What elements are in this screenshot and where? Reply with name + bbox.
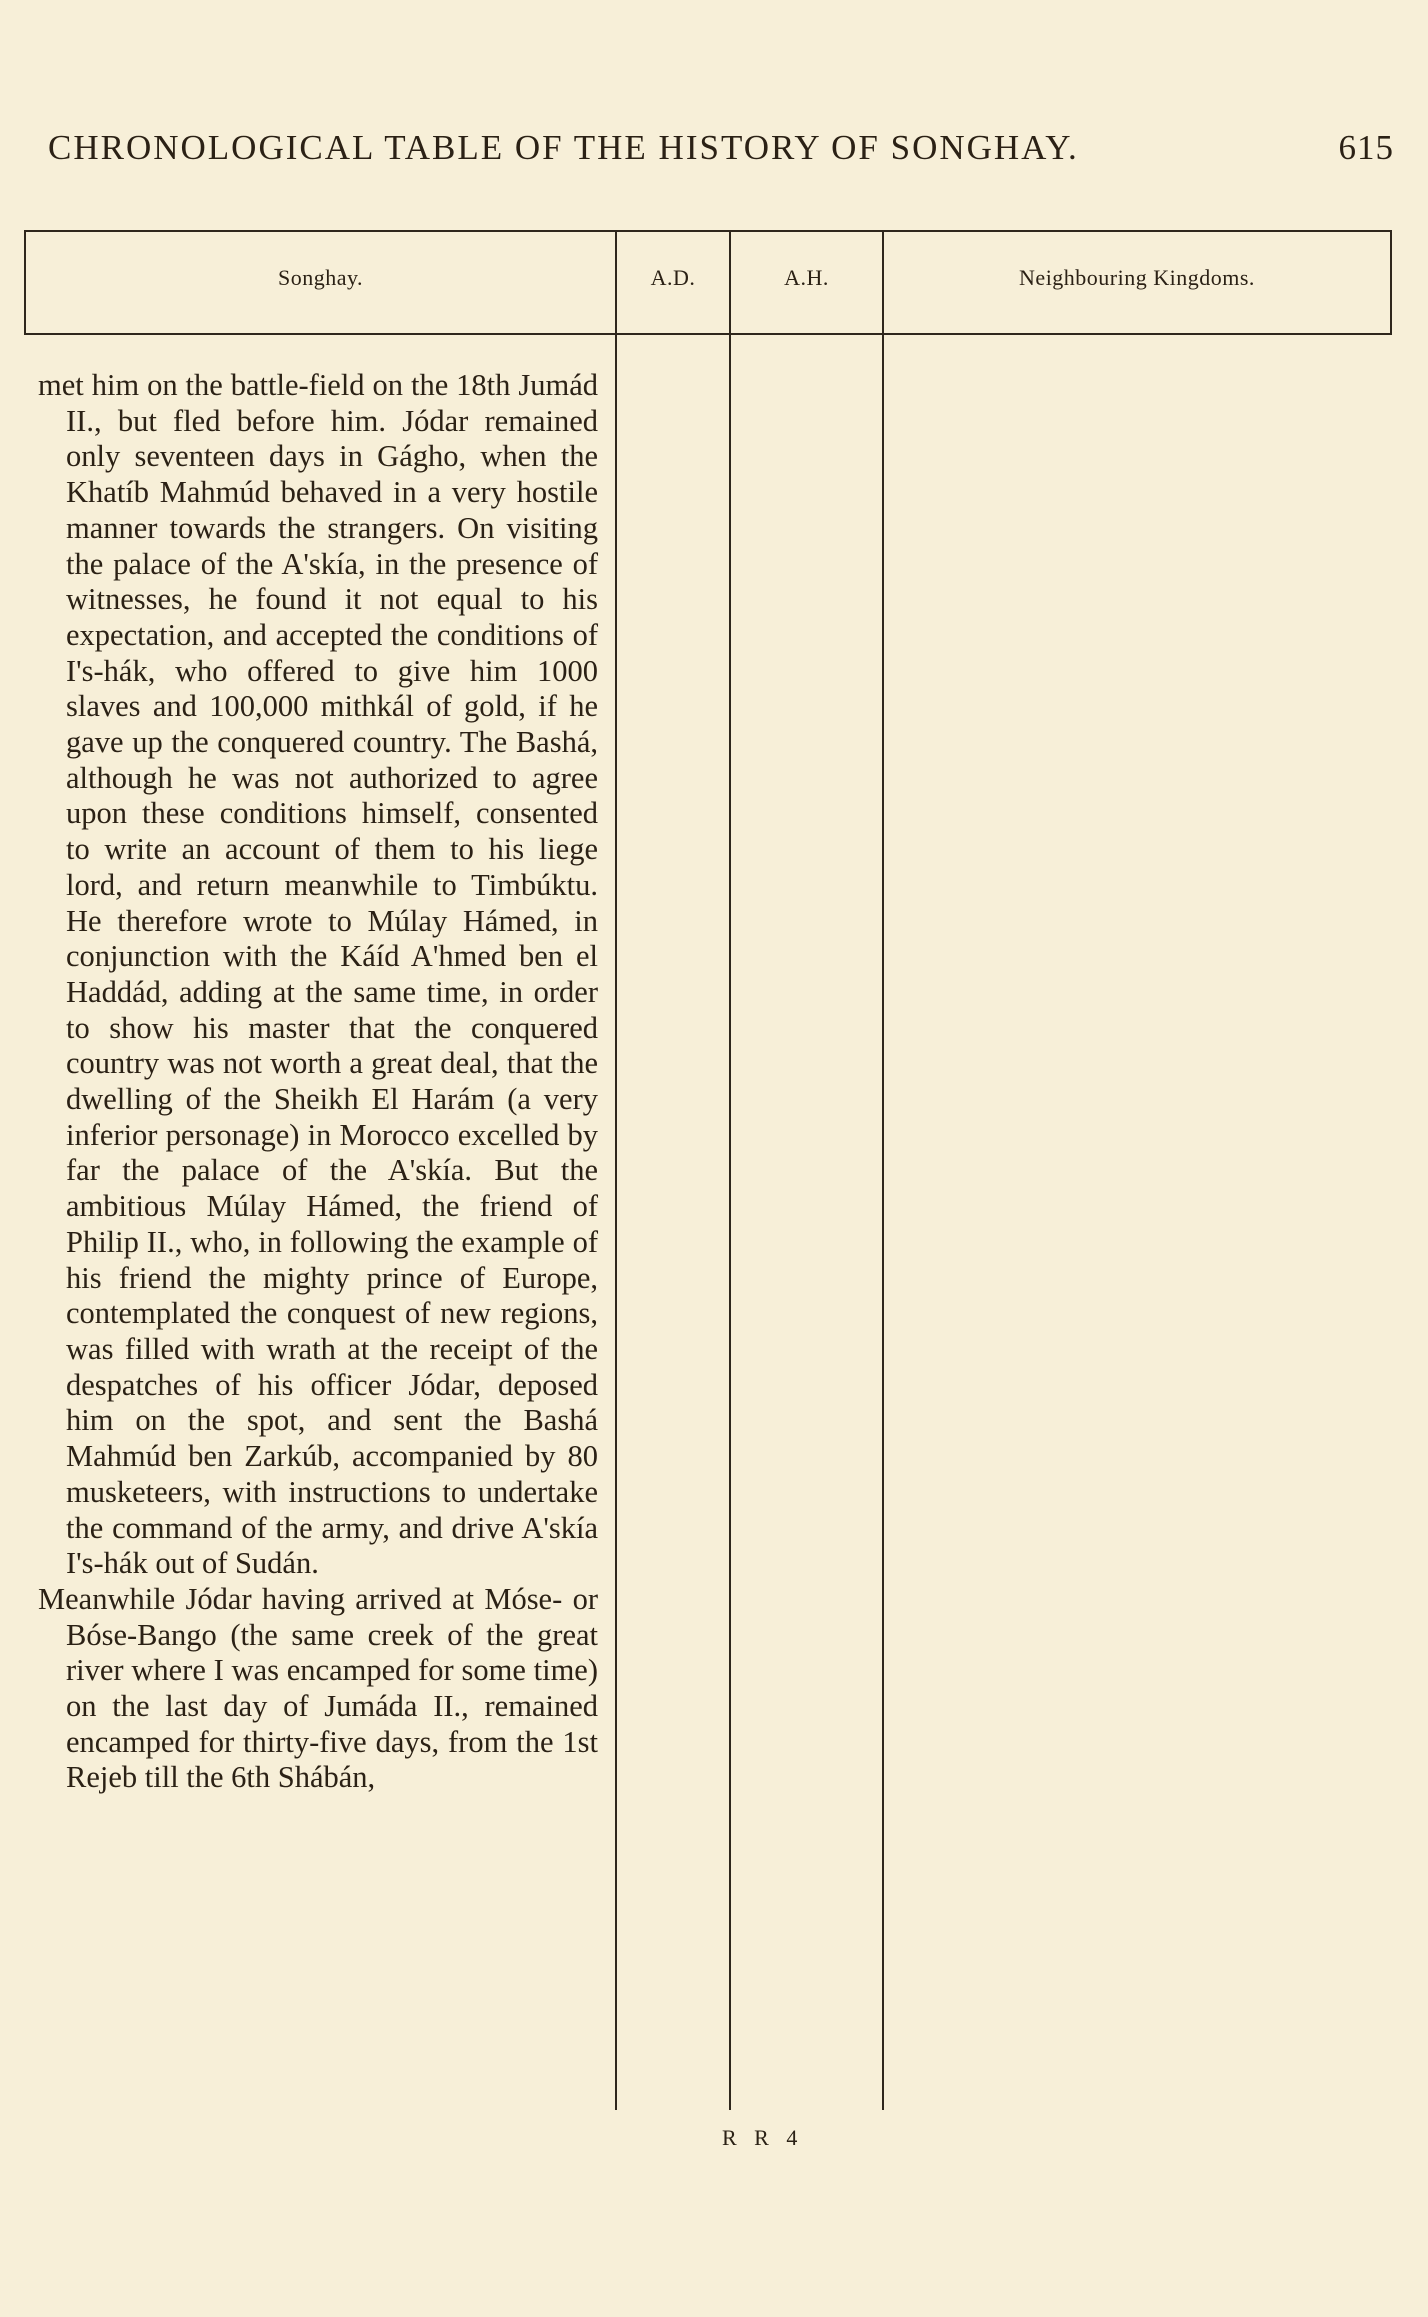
column-header-ah: A.H. — [784, 265, 829, 290]
page-number: 615 — [1338, 128, 1394, 167]
column-header-ad: A.D. — [650, 265, 696, 290]
column-header-songhay: Songhay. — [277, 265, 364, 290]
signature-mark: R R 4 — [722, 2125, 804, 2150]
body-paragraph: Meanwhile Jódar having arrived at Móse- or Bóse-Bango (the same creek of the great river where I was encamped for some time) on the last day of Jumáda II., remained encamped for thirty-five days, from the 1st Rejeb till the 6th Shábán, — [38, 1581, 598, 1795]
table-right-rule — [1390, 230, 1392, 334]
column-divider-songhay-ad — [615, 230, 617, 2110]
column-divider-ad-ah — [729, 230, 731, 2110]
table-header-rule — [24, 333, 1392, 335]
running-head — [48, 128, 1394, 182]
page-title: CHRONOLOGICAL TABLE OF THE HISTORY OF SONGHAY. — [48, 128, 1079, 167]
table-top-rule — [24, 230, 1392, 232]
songhay-column-text — [38, 368, 598, 1796]
column-header-neighbouring-kingdoms: Neighbouring Kingdoms. — [1019, 265, 1255, 290]
column-divider-ah-neighbouring — [882, 230, 884, 2110]
body-paragraph: met him on the battle-field on the 18th Jumád II., but fled before him. Jódar remained only seventeen days in Gágho, when the Khatíb Mahmúd behaved in a very hostile manner towards the strangers. On visiting the palace of the A'skía, in the presence of witnesses, he found it not equal to his expectation, and accepted the conditions of I's-hák, who offered to give him 1000 slaves and 100,000 mithkál of gold, if he gave up the conquered country. The Bashá, although he was not authorized to agree upon these conditions himself, consented to write an account of them to his liege lord, and return meanwhile to Timbúktu. He therefore wrote to Múlay Hámed, in conjunction with the Káíd A'hmed ben el Haddád, adding at the same time, in order to show his master that the conquered country was not worth a great deal, that the dwelling of the Sheikh El Harám (a very inferior personage) in Morocco excelled by far the palace of the A'skía. But the ambitious Múlay Hámed, the friend of Philip II., who, in following the example of his friend the mighty prince of Europe, contemplated the conquest of new regions, was filled with wrath at the receipt of the despatches of his officer Jódar, deposed him on the spot, and sent the Bashá Mahmúd ben Zarkúb, accompanied by 80 musketeers, with instructions to undertake the command of the army, and drive A'skía I's-hák out of Sudán. — [38, 368, 598, 1581]
